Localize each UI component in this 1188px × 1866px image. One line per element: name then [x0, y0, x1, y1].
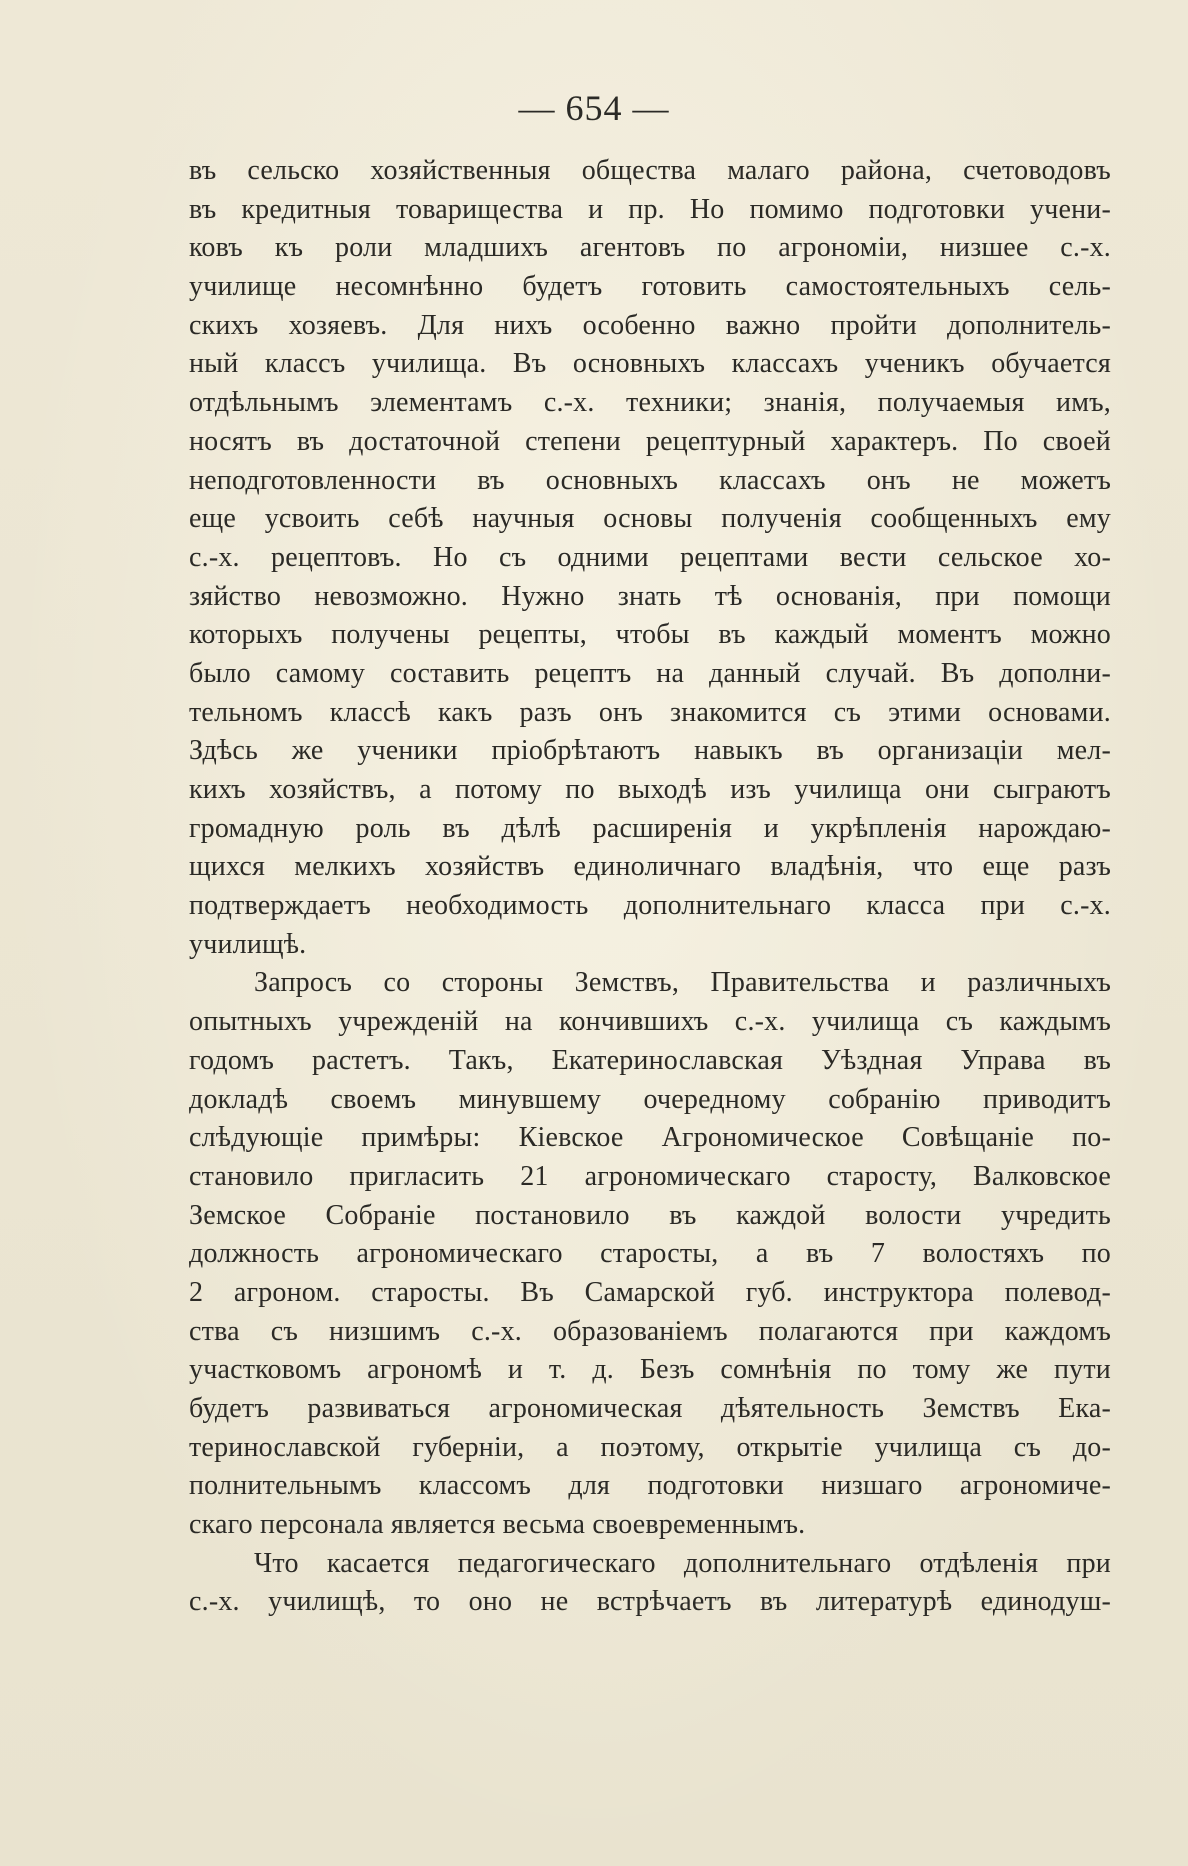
text-line-paragraph-end: училищѣ.	[189, 928, 307, 960]
text-line: годомъ растетъ. Такъ, Екатеринославская Уѣздная Управа въ	[189, 1044, 1111, 1076]
text-line: кихъ хозяйствъ, а потому по выходѣ изъ училища они сыграютъ	[189, 774, 1111, 805]
text-line: ковъ къ роли младшихъ агентовъ по агрономіи, низшее с.-х.	[189, 232, 1111, 264]
body-text	[189, 152, 1111, 1622]
text-line: ный классъ училища. Въ основныхъ классахъ ученикъ обучается	[189, 348, 1111, 380]
text-line: училище несомнѣнно будетъ готовить самостоятельныхъ сель-	[189, 271, 1111, 303]
text-line: носятъ въ достаточной степени рецептурный характеръ. По своей	[189, 425, 1111, 457]
text-line: Здѣсь же ученики пріобрѣтаютъ навыкъ въ организаціи мел-	[189, 735, 1111, 767]
text-line: докладѣ своемъ минувшему очередному собранію приводитъ	[189, 1083, 1111, 1115]
text-line: скихъ хозяевъ. Для нихъ особенно важно пройти дополнитель-	[189, 309, 1111, 341]
text-line: становило пригласить 21 агрономическаго старосту, Валковское	[189, 1160, 1111, 1192]
text-line: будетъ развиваться агрономическая дѣятельность Земствъ Ека-	[189, 1393, 1111, 1424]
text-line: с.-х. училищѣ, то оно не встрѣчаетъ въ литературѣ единодуш-	[189, 1586, 1111, 1618]
text-line: Земское Собраніе постановило въ каждой волости учредить	[189, 1199, 1111, 1231]
text-line: было самому составить рецептъ на данный случай. Въ дополни-	[189, 657, 1111, 689]
text-line: зяйство невозможно. Нужно знать тѣ основанія, при помощи	[189, 580, 1111, 612]
text-line: щихся мелкихъ хозяйствъ единоличнаго владѣнія, что еще разъ	[189, 851, 1111, 883]
text-line: въ кредитныя товарищества и пр. Но помимо подготовки учени-	[189, 193, 1111, 225]
text-line-paragraph-start: Что касается педагогическаго дополнительнаго отдѣленія при	[254, 1547, 1111, 1579]
text-line: должность агрономическаго старосты, а въ 7 волостяхъ по	[189, 1238, 1111, 1270]
text-line: ства съ низшимъ с.-х. образованіемъ полагаются при каждомъ	[189, 1315, 1111, 1347]
text-line: тельномъ классѣ какъ разъ онъ знакомится съ этими основами.	[189, 696, 1111, 728]
text-line: с.-х. рецептовъ. Но съ одними рецептами вести сельское хо-	[189, 541, 1111, 573]
text-line: 2 агроном. старосты. Въ Самарской губ. инструктора полевод-	[189, 1276, 1111, 1308]
text-line: опытныхъ учрежденій на кончившихъ с.-х. училища съ каждымъ	[189, 1006, 1111, 1038]
text-line-paragraph-start: Запросъ со стороны Земствъ, Правительства и различныхъ	[254, 967, 1111, 999]
page-number: — 654 —	[518, 88, 670, 128]
text-line: теринославской губерніи, а поэтому, открытіе училища съ до-	[189, 1431, 1111, 1463]
text-line: которыхъ получены рецепты, чтобы въ каждый моментъ можно	[189, 619, 1111, 651]
text-line: громадную роль въ дѣлѣ расширенія и укрѣпленія нарождаю-	[189, 812, 1111, 844]
text-line: отдѣльнымъ элементамъ с.-х. техники; знанія, получаемыя имъ,	[189, 387, 1111, 419]
text-line: подтверждаетъ необходимость дополнительнаго класса при с.-х.	[189, 890, 1111, 922]
text-line: полнительнымъ классомъ для подготовки низшаго агрономиче-	[189, 1470, 1111, 1502]
text-line: еще усвоить себѣ научныя основы полученія сообщенныхъ ему	[189, 503, 1111, 535]
text-line: слѣдующіе примѣры: Кіевское Агрономическое Совѣщаніе по-	[189, 1122, 1111, 1154]
text-line: неподготовленности въ основныхъ классахъ онъ не можетъ	[189, 464, 1111, 496]
text-line: участковомъ агрономѣ и т. д. Безъ сомнѣнія по тому же пути	[189, 1354, 1111, 1386]
text-line: въ сельско хозяйственныя общества малаго района, счетоводовъ	[189, 155, 1111, 186]
text-line-paragraph-end: скаго персонала является весьма своевременнымъ.	[189, 1509, 806, 1541]
